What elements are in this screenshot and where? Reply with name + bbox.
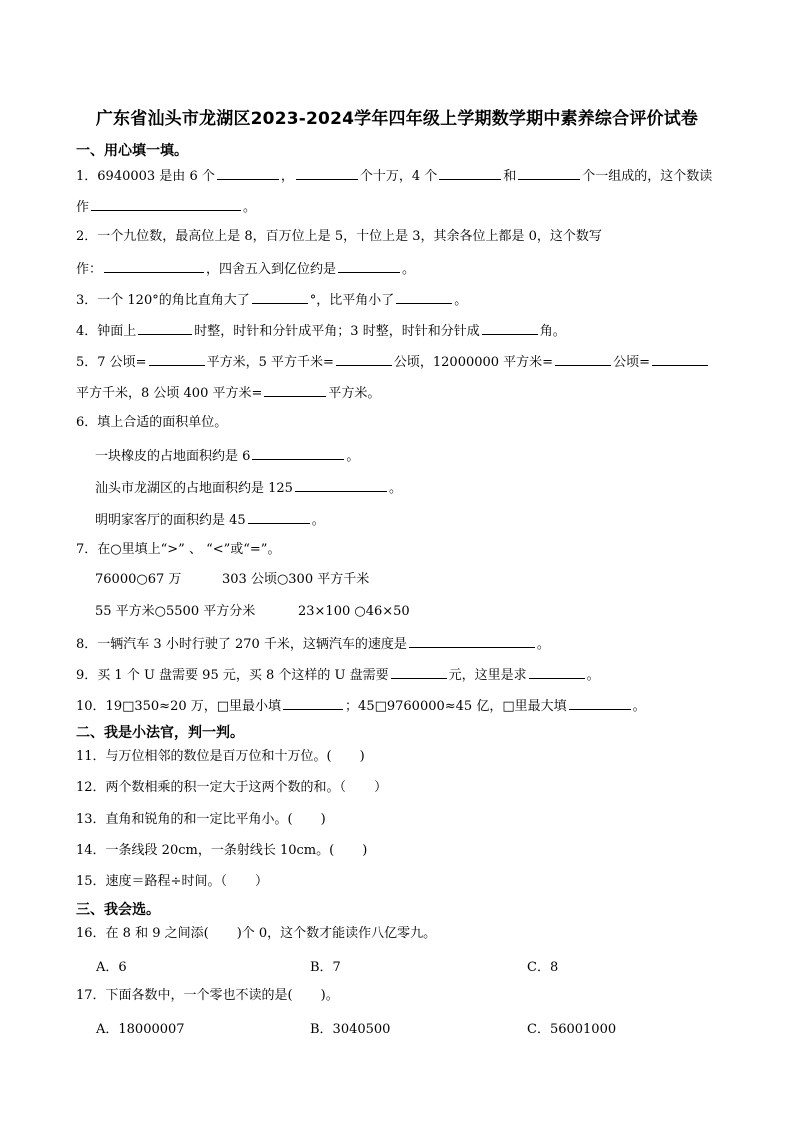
- answer-blank[interactable]: [569, 696, 631, 710]
- question-10: 10．19□350≈20 万，□里最小填 ；45□9760000≈45 亿，□里最大填 。: [76, 696, 646, 716]
- question-15: 15．速度＝路程÷时间。（ ）: [76, 874, 268, 889]
- question-number: 17．: [76, 988, 106, 1003]
- question-number: 12．: [76, 780, 106, 795]
- question-14: 14．一条线段 20cm，一条射线长 10cm。( ): [76, 843, 368, 858]
- question-number: 3．: [76, 293, 98, 308]
- question-number: 10．: [76, 699, 106, 714]
- question-2-line-1: 2．一个九位数，最高位上是 8，百万位上是 5，十位上是 3，其余各位上都是 0，这个数写: [76, 229, 602, 244]
- question-5-line-2: 平方千米，8 公顷 400 平方米= 平方米。: [76, 383, 380, 403]
- question-6-item-2: 汕头市龙湖区的占地面积约是 125 。: [95, 478, 402, 498]
- option-a[interactable]: A．6: [96, 960, 127, 975]
- answer-blank[interactable]: [391, 665, 447, 679]
- section-2-heading: 二、我是小法官，判一判。: [76, 725, 244, 741]
- question-1-line-1: 1．6940003 是由 6 个 ， 个十万，4 个 和 个一组成的，这个数读: [76, 166, 712, 186]
- option-a[interactable]: A．18000007: [96, 1022, 185, 1037]
- question-6-item-3: 明明家客厅的面积约是 45 。: [95, 510, 325, 530]
- question-number: 8．: [76, 637, 98, 652]
- question-number: 13．: [76, 812, 106, 827]
- question-7-item-1: 76000○67 万: [95, 572, 182, 587]
- section-1-heading: 一、用心填一填。: [76, 143, 188, 159]
- answer-blank[interactable]: [409, 634, 535, 648]
- question-number: 11．: [76, 749, 106, 764]
- answer-blank[interactable]: [217, 166, 279, 180]
- answer-blank[interactable]: [283, 696, 343, 710]
- answer-blank[interactable]: [104, 259, 204, 273]
- answer-blank[interactable]: [248, 510, 310, 524]
- exam-title: 广东省汕头市龙湖区2023-2024学年四年级上学期数学期中素养综合评价试卷: [95, 109, 699, 129]
- question-1-line-2: 作 。: [76, 197, 256, 217]
- question-number: 6．: [76, 415, 98, 430]
- answer-blank[interactable]: [252, 290, 308, 304]
- answer-blank[interactable]: [295, 478, 387, 492]
- answer-blank[interactable]: [138, 321, 192, 335]
- answer-blank[interactable]: [296, 166, 358, 180]
- question-6: 6．填上合适的面积单位。: [76, 415, 228, 430]
- option-b[interactable]: B．7: [310, 960, 341, 975]
- question-7-item-3: 55 平方米○5500 平方分米: [95, 604, 256, 619]
- question-9: 9．买 1 个 U 盘需要 95 元，买 8 个这样的 U 盘需要 元，这里是求 。: [76, 665, 600, 685]
- question-number: 4．: [76, 324, 98, 339]
- answer-blank[interactable]: [336, 352, 392, 366]
- question-6-item-1: 一块橡皮的占地面积约是 6 。: [95, 446, 359, 466]
- question-8: 8．一辆汽车 3 小时行驶了 270 千米，这辆汽车的速度是 。: [76, 634, 550, 654]
- question-number: 5．: [76, 355, 98, 370]
- option-c[interactable]: C．8: [527, 960, 559, 975]
- question-number: 14．: [76, 843, 106, 858]
- option-c[interactable]: C．56001000: [527, 1022, 617, 1037]
- question-3: 3．一个 120°的角比直角大了 °，比平角小了 。: [76, 290, 467, 310]
- question-13: 13．直角和锐角的和一定比平角小。( ): [76, 812, 326, 827]
- question-number: 7．: [76, 542, 98, 557]
- answer-blank[interactable]: [555, 352, 611, 366]
- question-12: 12．两个数相乘的积一定大于这两个数的和。（ ）: [76, 780, 388, 795]
- answer-blank[interactable]: [396, 290, 452, 304]
- answer-blank[interactable]: [482, 321, 538, 335]
- answer-blank[interactable]: [439, 166, 501, 180]
- answer-blank[interactable]: [149, 352, 205, 366]
- answer-blank[interactable]: [652, 352, 708, 366]
- answer-blank[interactable]: [529, 665, 585, 679]
- answer-blank[interactable]: [264, 383, 326, 397]
- question-number: 9．: [76, 668, 98, 683]
- question-17: 17．下面各数中，一个零也不读的是( )。: [76, 988, 339, 1003]
- answer-blank[interactable]: [518, 166, 580, 180]
- question-7-item-2: 303 公顷○300 平方千米: [222, 572, 370, 587]
- question-number: 15．: [76, 874, 106, 889]
- question-16: 16．在 8 和 9 之间添( )个 0，这个数才能读作八亿零九。: [76, 926, 437, 941]
- section-3-heading: 三、我会选。: [76, 902, 160, 918]
- question-number: 1．: [76, 169, 98, 184]
- question-11: 11．与万位相邻的数位是百万位和十万位。( ): [76, 749, 365, 764]
- option-b[interactable]: B．3040500: [310, 1022, 391, 1037]
- question-5-line-1: 5．7 公顷= 平方米，5 平方千米= 公顷，12000000 平方米= 公顷=: [76, 352, 710, 372]
- question-number: 16．: [76, 926, 106, 941]
- question-7: 7．在○里填上“>” 、 “<”或“=”。: [76, 542, 281, 557]
- question-7-item-4: 23×100 ○46×50: [298, 604, 410, 619]
- answer-blank[interactable]: [252, 446, 344, 460]
- answer-blank[interactable]: [338, 259, 400, 273]
- question-4: 4．钟面上 时整，时针和分针成平角；3 时整，时针和分针成 角。: [76, 321, 566, 341]
- answer-blank[interactable]: [91, 197, 241, 211]
- question-2-line-2: 作： ，四舍五入到亿位约是 。: [76, 259, 415, 279]
- question-number: 2．: [76, 229, 98, 244]
